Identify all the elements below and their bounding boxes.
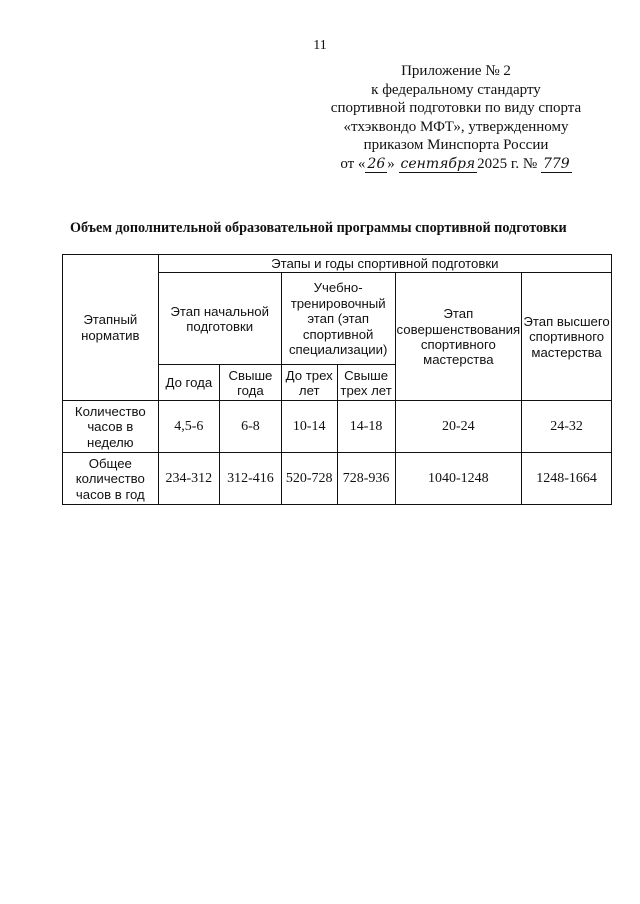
header-norm: Этапный норматив <box>63 255 159 401</box>
header-stages-group: Этапы и годы спортивной подготовки <box>158 255 611 273</box>
header-stage-initial: Этап начальной подготовки <box>158 273 281 365</box>
row-label-yearly-hours: Общее количество часов в год <box>63 453 159 505</box>
cell-value: 1248-1664 <box>522 453 612 505</box>
cell-value: 24-32 <box>522 401 612 453</box>
appendix-header <box>306 62 606 174</box>
subheader-up-to-year: До года <box>158 365 219 401</box>
cell-value: 6-8 <box>220 401 282 453</box>
header-line-sport: спортивной подготовки по виду спорта <box>330 100 582 117</box>
subheader-over-year: Свыше года <box>220 365 282 401</box>
row-label-weekly-hours: Количество часов в неделю <box>63 401 159 453</box>
subheader-over-three: Свыше трех лет <box>337 365 395 401</box>
cell-value: 4,5-6 <box>158 401 219 453</box>
cell-value: 10-14 <box>281 401 337 453</box>
date-prefix: от « <box>340 155 366 172</box>
order-date-line <box>306 155 606 174</box>
year-text: 2025 г. № <box>477 155 538 172</box>
cell-value: 14-18 <box>337 401 395 453</box>
date-mid: » <box>387 155 395 172</box>
handwritten-order-number: 779 <box>542 155 570 172</box>
header-stage-higher: Этап высшего спортивного мастерства <box>522 273 612 401</box>
header-line-approved: «тхэквондо МФТ», утвержденному <box>343 118 569 135</box>
cell-value: 520-728 <box>281 453 337 505</box>
page-number: 11 <box>313 38 327 53</box>
table-row <box>63 453 612 505</box>
cell-value: 234-312 <box>158 453 219 505</box>
header-line-order: приказом Минспорта России <box>363 137 549 154</box>
subheader-up-to-three: До трех лет <box>281 365 337 401</box>
cell-value: 20-24 <box>395 401 522 453</box>
header-stage-improvement: Этап совершенствования спортивного мастерства <box>395 273 522 401</box>
table-title: Объем дополнительной образовательной программы спортивной подготовки <box>70 220 567 236</box>
training-volume-table <box>62 254 612 505</box>
handwritten-month: сентября <box>400 155 476 172</box>
cell-value: 312-416 <box>220 453 282 505</box>
header-line-appendix: Приложение № 2 <box>401 63 511 79</box>
cell-value: 728-936 <box>337 453 395 505</box>
header-stage-training: Учебно-тренировочный этап (этап спортивной специализации) <box>281 273 395 365</box>
table-row <box>63 401 612 453</box>
handwritten-day: 26 <box>367 155 386 172</box>
header-line-standard: к федеральному стандарту <box>371 81 541 98</box>
cell-value: 1040-1248 <box>395 453 522 505</box>
